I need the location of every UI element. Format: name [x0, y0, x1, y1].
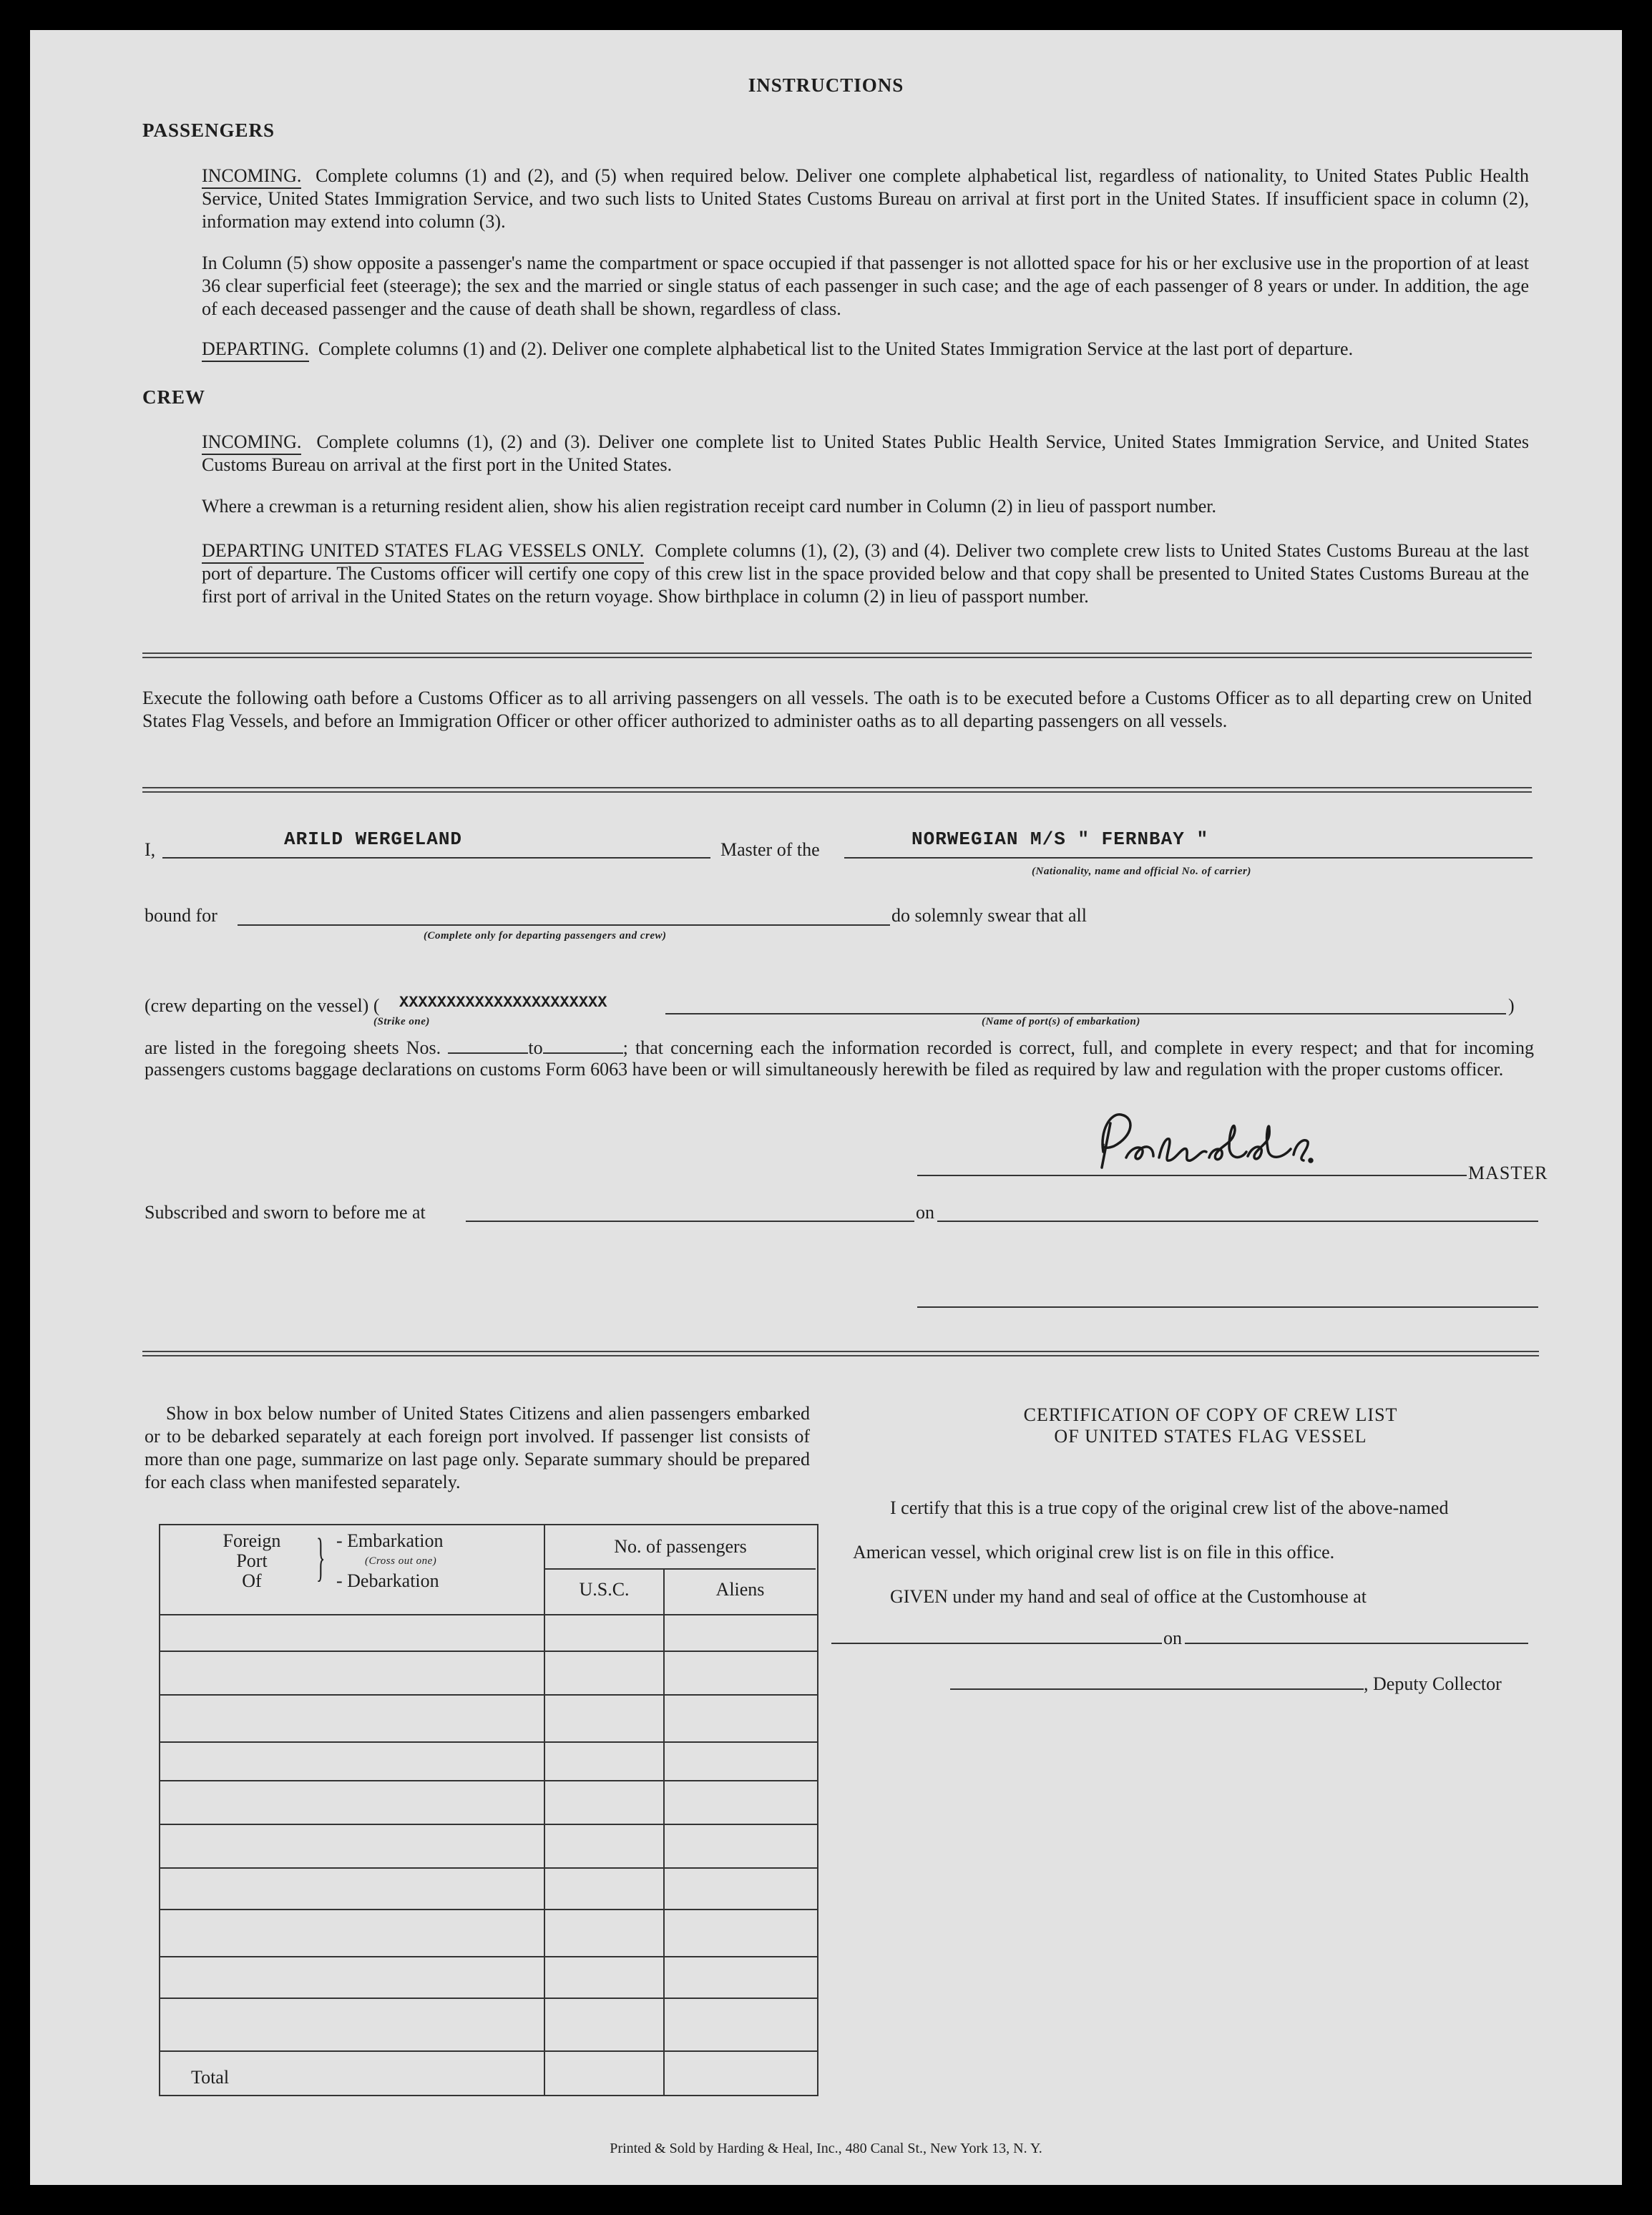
- vessel-line: [844, 857, 1533, 859]
- certification-title-line1: CERTIFICATION OF COPY OF CREW LIST: [1023, 1404, 1398, 1425]
- crew-departing-label: DEPARTING UNITED STATES FLAG VESSELS ONLY.: [202, 540, 644, 564]
- table-row-line: [159, 1741, 817, 1743]
- passengers-incoming-label: INCOMING.: [202, 165, 301, 189]
- crew-departing-label: (crew departing on the vessel) (: [145, 995, 380, 1016]
- subscribed-place-line[interactable]: [466, 1221, 914, 1222]
- section-divider: [142, 652, 1532, 658]
- table-row-line: [159, 1614, 817, 1615]
- sheet-to-field[interactable]: [543, 1052, 623, 1054]
- strike-text: XXXXXXXXXXXXXXXXXXXXXX: [399, 994, 607, 1012]
- certification-title-line2: OF UNITED STATES FLAG VESSEL: [1054, 1426, 1367, 1447]
- table-row-line: [159, 1651, 817, 1652]
- crew-departing-paragraph: [202, 539, 1529, 608]
- passengers-departing-text: Complete columns (1) and (2). Deliver one complete alphabetical list to the United States Immigration Service at the last port of departure.: [318, 338, 1354, 359]
- listed-paragraph: [145, 1037, 1534, 1080]
- table-header-divider: [544, 1568, 816, 1570]
- instructions-title: INSTRUCTIONS: [748, 74, 904, 96]
- subscribed-label: Subscribed and sworn to before me at: [145, 1202, 426, 1223]
- table-col-divider: [544, 1524, 545, 2095]
- deputy-signature-line[interactable]: [950, 1688, 1364, 1690]
- table-row-line: [159, 1998, 817, 1999]
- port-label: Port: [236, 1550, 268, 1571]
- master-label: MASTER: [1468, 1163, 1548, 1183]
- foreign-label: Foreign: [223, 1530, 281, 1551]
- vessel-value[interactable]: NORWEGIAN M/S " FERNBAY ": [911, 828, 1209, 850]
- embarkation-label: - Embarkation: [336, 1530, 444, 1551]
- subscribed-on-label: on: [916, 1202, 934, 1223]
- passengers-departing-label: DEPARTING.: [202, 338, 309, 362]
- swear-label: do solemnly swear that all: [891, 905, 1087, 926]
- given-line: GIVEN under my hand and seal of office at the Customhouse at: [890, 1586, 1367, 1607]
- master-signature: [1082, 1102, 1389, 1180]
- summary-instructions: Show in box below number of United States Citizens and alien passengers embarked or to be debarked separately at each foreign port involved. If passenger list consists of more than one page, summarize on last page only. Separate summary should be prepared for each class when manifested separately.: [145, 1403, 810, 1492]
- certify-line2: American vessel, which original crew list is on file in this office.: [853, 1542, 1335, 1563]
- usc-header: U.S.C.: [579, 1579, 630, 1600]
- passengers-column5-paragraph: In Column (5) show opposite a passenger's name the compartment or space occupied if that passenger is not allotted space for his or her exclusive use in the proportion of at least 36 clear superficial feet (steerage); the sex and the married or single status of each passenger in such case; and the age of each passenger of 8 years or under. In addition, the age of each deceased passenger and the cause of death shall be shown, regardless of class.: [202, 253, 1529, 319]
- bound-for-line[interactable]: [238, 924, 890, 926]
- brace-icon: }: [316, 1528, 326, 1587]
- crew-resident-paragraph: Where a crewman is a returning resident alien, show his alien registration receipt card number in Column (2) in lieu of passport number.: [202, 496, 1217, 517]
- table-row-line: [159, 2050, 817, 2052]
- table-row-line: [159, 1956, 817, 1957]
- table-row-line: [159, 1694, 817, 1696]
- crew-incoming-text: Complete columns (1), (2) and (3). Deliver one complete list to United States Public Health Service, United States Immigration Service, and United States Customs Bureau on arrival at the first port in the United States.: [202, 431, 1530, 475]
- sheet-from-field[interactable]: [448, 1052, 528, 1054]
- crew-incoming-paragraph: [202, 431, 1529, 476]
- to-label: to: [528, 1037, 543, 1058]
- printer-footer: Printed & Sold by Harding & Heal, Inc., 480 Canal St., New York 13, N. Y.: [610, 2141, 1042, 2156]
- of-label: Of: [242, 1570, 262, 1591]
- debarkation-label: - Debarkation: [336, 1570, 439, 1591]
- strike-caption: (Strike one): [373, 1016, 430, 1027]
- table-row-line: [159, 1867, 817, 1869]
- master-of-label: Master of the: [720, 839, 820, 860]
- listed-label: are listed in the foregoing sheets Nos.: [145, 1037, 441, 1058]
- oath-i-label: I,: [145, 839, 156, 860]
- section-divider: [142, 787, 1532, 793]
- certification-on-label: on: [1163, 1628, 1182, 1648]
- crew-departing-text: Complete columns (1), (2), (3) and (4). Deliver two complete crew lists to United States Customs Bureau at the last port of departure. The Customs officer will certify one copy of this crew list in the space provided below and that copy shall be presented to United States Customs Bureau at the first port of arrival in the United States on the return voyage. Show birthplace in column (2) in lieu of passport number.: [202, 540, 1530, 607]
- customhouse-place-line[interactable]: [831, 1643, 1162, 1644]
- master-name-value[interactable]: ARILD WERGELAND: [284, 828, 463, 850]
- passengers-incoming-text: Complete columns (1) and (2), and (5) when required below. Deliver one complete alphabetical list, regardless of nationality, to United States Public Health Service, United States Immigration Service, and two such lists to United States Customs Bureau on arrival at first port in the United States. If insufficient space in column (2), information may extend into column (3).: [202, 165, 1529, 232]
- aliens-header: Aliens: [715, 1579, 765, 1600]
- table-row-line: [159, 1780, 817, 1781]
- passengers-incoming-paragraph: [202, 165, 1529, 233]
- document-page: [30, 30, 1622, 2185]
- passengers-heading: PASSENGERS: [142, 119, 275, 141]
- table-col-divider: [663, 1568, 665, 2095]
- listed-rest: ; that concerning each the information recorded is correct, full, and complete in every respect; and that for incoming passengers customs baggage declarations on customs Form 6063 have been or will simultaneously herewith be filed as required by law and regulation with the proper customs officer.: [145, 1037, 1534, 1080]
- total-label: Total: [191, 2067, 230, 2088]
- deputy-collector-label: , Deputy Collector: [1364, 1673, 1502, 1694]
- summary-table: [159, 1524, 818, 2096]
- cross-out-caption: (Cross out one): [365, 1555, 437, 1567]
- master-name-line: [162, 857, 710, 859]
- certification-date-line[interactable]: [1185, 1643, 1528, 1644]
- subscribed-date-line[interactable]: [937, 1221, 1538, 1222]
- crew-incoming-label: INCOMING.: [202, 431, 301, 455]
- officer-signature-line[interactable]: [917, 1306, 1538, 1308]
- bound-for-label: bound for: [145, 905, 218, 926]
- ports-caption: (Name of port(s) of embarkation): [982, 1016, 1140, 1027]
- no-passengers-header: No. of passengers: [614, 1536, 747, 1557]
- master-signature-line: [917, 1175, 1467, 1176]
- table-row-line: [159, 1909, 817, 1910]
- bound-for-caption: (Complete only for departing passengers and crew): [424, 930, 667, 942]
- certify-line1: I certify that this is a true copy of the original crew list of the above-named: [890, 1497, 1449, 1518]
- close-paren: ): [1508, 995, 1515, 1016]
- crew-heading: CREW: [142, 386, 206, 408]
- passengers-departing-paragraph: [202, 338, 1529, 361]
- vessel-caption: (Nationality, name and official No. of carrier): [1032, 866, 1251, 877]
- ports-line[interactable]: [665, 1013, 1506, 1014]
- section-divider: [142, 1351, 1539, 1356]
- oath-intro-paragraph: Execute the following oath before a Customs Officer as to all arriving passengers on all vessels. The oath is to be executed before a Customs Officer as to all departing crew on United States Flag Vessels, and before an Immigration Officer or other officer authorized to administer oaths as to all departing passengers on all vessels.: [142, 688, 1532, 731]
- table-row-line: [159, 1824, 817, 1825]
